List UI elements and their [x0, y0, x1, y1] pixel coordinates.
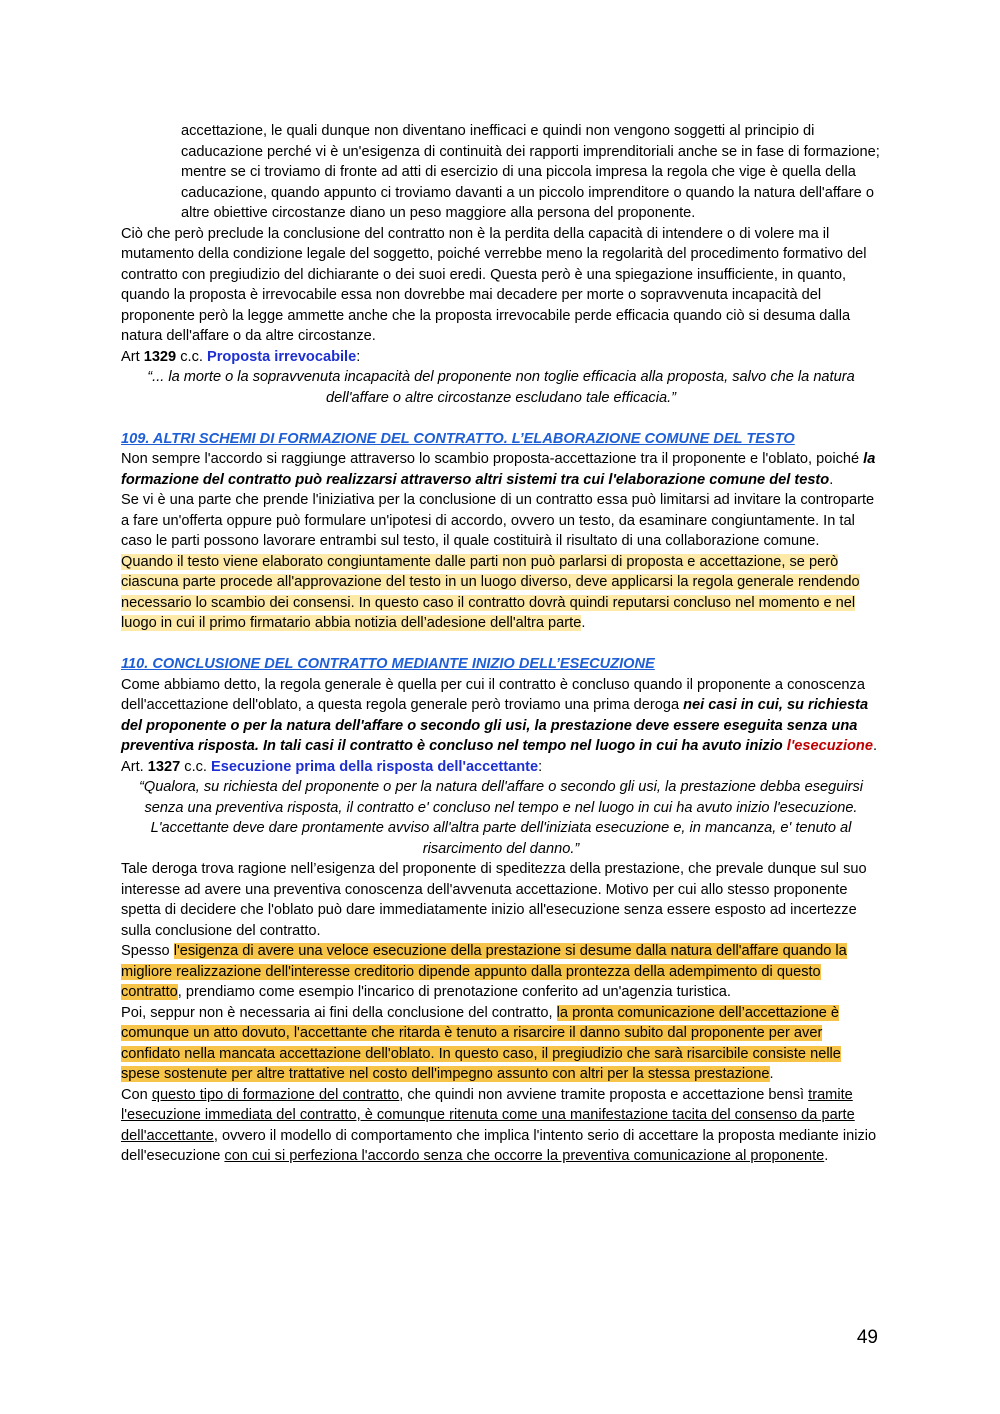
spacer	[121, 408, 881, 429]
text-run: Poi, seppur non è necessaria ai fini della conclusione del contratto,	[121, 1004, 557, 1021]
section-110-paragraph-4	[121, 1003, 881, 1085]
bold-text-run: la formazione del contratto può realizzarsi attraverso altri sistemi tra cui l'elaborazione comune del testo	[121, 451, 876, 488]
bold-text-run: nei casi in cui, su richiesta del proponente o per la natura dell'affare o secondo gli usi, la prestazione deve essere eseguita senza una preventiva risposta. In tali casi il contratto è concluso nel tempo nel luogo in cui ha avuto inizio	[121, 697, 869, 754]
text-run: Con	[121, 1086, 152, 1103]
text-run: , che quindi non avviene tramite proposta e accettazione bensì	[399, 1086, 809, 1103]
text-run: .	[829, 471, 834, 488]
article-colon: :	[356, 348, 361, 365]
underlined-text: tramite l'esecuzione immediata del contratto, è comunque ritenuta come una manifestazione tacita del consenso da parte dell'accettante	[121, 1086, 855, 1144]
section-110-paragraph-3	[121, 941, 881, 1003]
article-1327-line	[121, 757, 881, 778]
article-cc: c.c.	[180, 758, 212, 775]
article-1327-quote-1: “Qualora, su richiesta del proponente o per la natura dell'affare o secondo gli usi, la prestazione debba eseguirsi senza una preventiva risposta, il contratto e' concluso nel tempo e nel luogo in cui ha avuto inizio l'esecuzione.	[138, 779, 863, 816]
text-run: .	[769, 1066, 774, 1082]
article-number: 1327	[147, 758, 181, 775]
article-title: Proposta irrevocabile	[206, 348, 357, 365]
article-1329-quote: “... la morte o la sopravvenuta incapacità del proponente non toglie efficacia alla proposta, salvo che la natura dell'affare o altre circostanze escludano tale efficacia.”	[147, 369, 855, 406]
page-number: 49	[856, 1327, 878, 1348]
paragraph-preclude: Ciò che però preclude la conclusione del contratto non è la perdita della capacità di intendere o di volere ma il mutamento della condizione legale del soggetto, poiché verrebbe meno la regolarità del procedimento formativo del contratto con pregiudizio del dichiarante o dei suoi eredi. Questa però è una spiegazione insufficiente, in quanto, quando la proposta è irrevocabile essa non dovrebbe mai decadere per morte o sopravvenuta incapacità del proponente però la legge ammette anche che la proposta irrevocabile perde efficacia quando ciò si desuma dalla natura dell'affare o da altre circostanze.	[121, 225, 867, 344]
section-109-heading: 109. ALTRI SCHEMI DI FORMAZIONE DEL CONTRATTO. L’ELABORAZIONE COMUNE DEL TESTO	[121, 430, 795, 447]
article-cc: c.c.	[176, 348, 207, 365]
highlighted-text: l'esigenza di avere una veloce esecuzione della prestazione si desume dalla natura dell'affare quando la migliore realizzazione dell'interesse creditorio dipende appunto dalla prontezza della adempimento di questo contratto	[121, 943, 847, 1000]
article-number: 1329	[143, 348, 177, 365]
text-run: .	[581, 615, 586, 631]
text-run: .	[824, 1148, 829, 1164]
section-109-paragraph-1	[121, 449, 881, 490]
page-content	[121, 121, 881, 1167]
article-prefix: Art	[121, 348, 144, 365]
text-run: Come abbiamo detto, la regola generale è quella per cui il contratto è concluso quando il proponente a conoscenza dell'accettazione dell'oblato, a questa regola generale però troviamo una prima deroga	[121, 676, 865, 713]
red-text-run: l'esecuzione	[786, 738, 873, 754]
highlighted-text: la pronta comunicazione dell’accettazione è comunque un atto dovuto, l'accettante che ritarda è tenuto a risarcire il danno subito dal proponente per aver confidato nella mancata accettazione dell'oblato. In questo caso, il pregiudizio che sarà risarcibile consiste nelle spese sostenute per altre trattative nel costo dell'impegno assunto con altri per la stessa prestazione	[121, 1004, 841, 1082]
section-110-heading: 110. CONCLUSIONE DEL CONTRATTO MEDIANTE INIZIO DELL’ESECUZIONE	[121, 656, 655, 672]
section-110-heading-line	[121, 654, 881, 675]
text-run: , ovvero il modello di comportamento che implica l'intento serio di accettare la proposta mediante inizio dell'esecuzione	[121, 1127, 877, 1164]
underlined-text: questo tipo di formazione del contratto	[151, 1086, 400, 1103]
text-run: Spesso	[121, 943, 174, 959]
article-1329-line	[121, 347, 881, 368]
section-110-paragraph-2: Tale deroga trova ragione nell’esigenza del proponente di speditezza della prestazione, che prevale dunque sul suo interesse ad avere una preventiva conoscenza dell'avvenuta accettazione. Motivo per cui allo stesso proponente spetta di decidere che l'oblato può dare immediatamente inizio all'esecuzione senza essere esposto ad incertezze sulla conclusione del contratto.	[121, 861, 867, 939]
spacer	[121, 634, 881, 655]
underlined-text: con cui si perfeziona l'accordo senza che occorre la preventiva comunicazione al proponente	[224, 1148, 825, 1164]
paragraph-intro: accettazione, le quali dunque non diventano inefficaci e quindi non vengono soggetti al principio di caducazione perché vi è un'esigenza di continuità dei rapporti imprenditoriali anche se in fase di formazione; mentre se ci troviamo di fronte ad atti di esercizio di una piccola impresa la regola che vige è quella della caducazione, quando appunto ci troviamo davanti a un piccolo imprenditore o quando la natura dell'affare o altre obiettive circostanze diano un peso maggiore alla persona del proponente.	[181, 123, 880, 221]
text-run: .	[872, 738, 878, 754]
section-110-paragraph-1	[121, 675, 881, 757]
text-run: Non sempre l'accordo si raggiunge attraverso lo scambio proposta-accettazione tra il proponente e l'oblato, poiché	[121, 451, 864, 467]
section-110-paragraph-5	[121, 1085, 881, 1167]
article-1327-quote-2: L'accettante deve dare prontamente avviso all'altra parte dell'iniziata esecuzione e, in mancanza, e' tenuto al risarcimento del danno.”	[150, 820, 852, 857]
article-prefix: Art.	[121, 758, 148, 775]
section-109-heading-line	[121, 429, 881, 450]
section-109-paragraph-2: Se vi è una parte che prende l'iniziativa per la conclusione di un contratto essa può limitarsi ad invitare la controparte a fare un'offerta oppure può formulare un'ipotesi di accordo, ovvero un testo, da esaminare congiuntamente. In tal caso le parti possono lavorare entrambi sul testo, il quale costituirà il risultato di una collaborazione comune.	[121, 492, 875, 549]
article-title: Esecuzione prima della risposta dell'accettante	[211, 758, 539, 775]
article-colon: :	[538, 758, 543, 775]
section-109-paragraph-3	[121, 552, 881, 634]
text-run: , prendiamo come esempio l'incarico di prenotazione conferito ad un'agenzia turistica.	[177, 984, 731, 1000]
highlighted-text: Quando il testo viene elaborato congiuntamente dalle parti non può parlarsi di proposta e accettazione, se però ciascuna parte procede all'approvazione del testo in un luogo diverso, deve applicarsi la regola generale rendendo necessario lo scambio dei consensi. In questo caso il contratto dovrà quindi reputarsi concluso nel momento e nel luogo in cui il primo firmatario abbia notizia dell’adesione dell'altra parte	[121, 553, 860, 631]
